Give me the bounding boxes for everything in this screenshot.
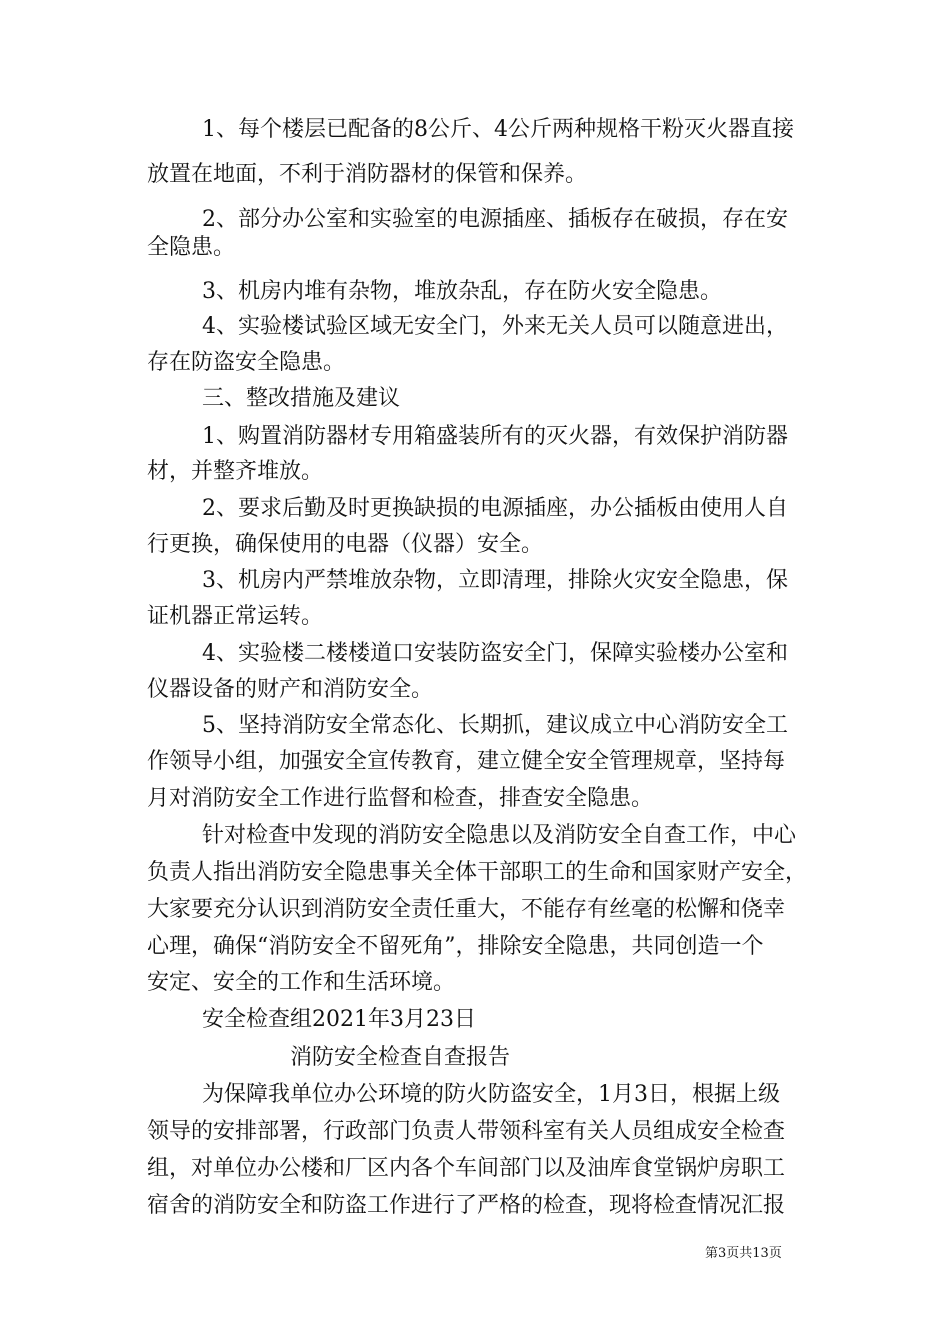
measure-3-line-2: 证机器正常运转。 (147, 604, 324, 629)
intro-line-3: 组，对单位办公楼和厂区内各个车间部门以及油库食堂锅炉房职工 (147, 1156, 786, 1181)
measure-1-line-2: 材，并整齐堆放。 (147, 459, 324, 484)
intro-line-1: 为保障我单位办公环境的防火防盗安全，1月3日，根据上级 (202, 1082, 780, 1107)
summary-line-4: 心理，确保“消防安全不留死角”，排除安全隐患，共同创造一个 (147, 934, 764, 959)
measure-5-line-2: 作领导小组，加强安全宣传教育，建立健全安全管理规章，坚持每 (147, 749, 786, 774)
measure-1-line-1: 1、购置消防器材专用箱盛装所有的灭火器，有效保护消防器 (202, 424, 788, 449)
issue-2-line-1: 2、部分办公室和实验室的电源插座、插板存在破损，存在安 (202, 207, 788, 232)
issue-1-line-2: 放置在地面，不利于消防器材的保管和保养。 (147, 162, 588, 187)
measure-4-line-1: 4、实验楼二楼楼道口安装防盗安全门，保障实验楼办公室和 (202, 641, 788, 666)
signature-date: 安全检查组2021年3月23日 (202, 1007, 476, 1032)
summary-line-1: 针对检查中发现的消防安全隐患以及消防安全自查工作，中心 (202, 823, 797, 848)
measure-4-line-2: 仪器设备的财产和消防安全。 (147, 677, 434, 702)
issue-4-line-1: 4、实验楼试验区域无安全门，外来无关人员可以随意进出， (202, 314, 788, 339)
page-number-footer: 第3页共13页 (705, 1246, 782, 1261)
intro-line-2: 领导的安排部署，行政部门负责人带领科室有关人员组成安全检查 (147, 1119, 786, 1144)
summary-line-3: 大家要充分认识到消防安全责任重大，不能存有丝毫的松懈和侥幸 (147, 897, 786, 922)
issue-3-line-1: 3、机房内堆有杂物，堆放杂乱，存在防火安全隐患。 (202, 279, 722, 304)
measure-5-line-3: 月对消防安全工作进行监督和检查，排查安全隐患。 (147, 786, 654, 811)
report-title: 消防安全检查自查报告 (290, 1045, 511, 1070)
summary-line-5: 安定、安全的工作和生活环境。 (147, 970, 456, 995)
measure-5-line-1: 5、坚持消防安全常态化、长期抓，建议成立中心消防安全工 (202, 713, 788, 738)
section-heading-measures: 三、整改措施及建议 (202, 386, 401, 411)
intro-line-4: 宿舍的消防安全和防盗工作进行了严格的检查，现将检查情况汇报 (147, 1193, 786, 1218)
issue-4-line-2: 存在防盗安全隐患。 (147, 350, 346, 375)
measure-2-line-1: 2、要求后勤及时更换缺损的电源插座，办公插板由使用人自 (202, 496, 788, 521)
summary-line-2: 负责人指出消防安全隐患事关全体干部职工的生命和国家财产安全， (147, 860, 808, 885)
measure-3-line-1: 3、机房内严禁堆放杂物，立即清理，排除火灾安全隐患，保 (202, 568, 788, 593)
measure-2-line-2: 行更换，确保使用的电器（仪器）安全。 (147, 532, 544, 557)
issue-2-line-2: 全隐患。 (147, 235, 236, 260)
issue-1-line-1: 1、每个楼层已配备的8公斤、4公斤两种规格干粉灭火器直接 (202, 117, 794, 142)
